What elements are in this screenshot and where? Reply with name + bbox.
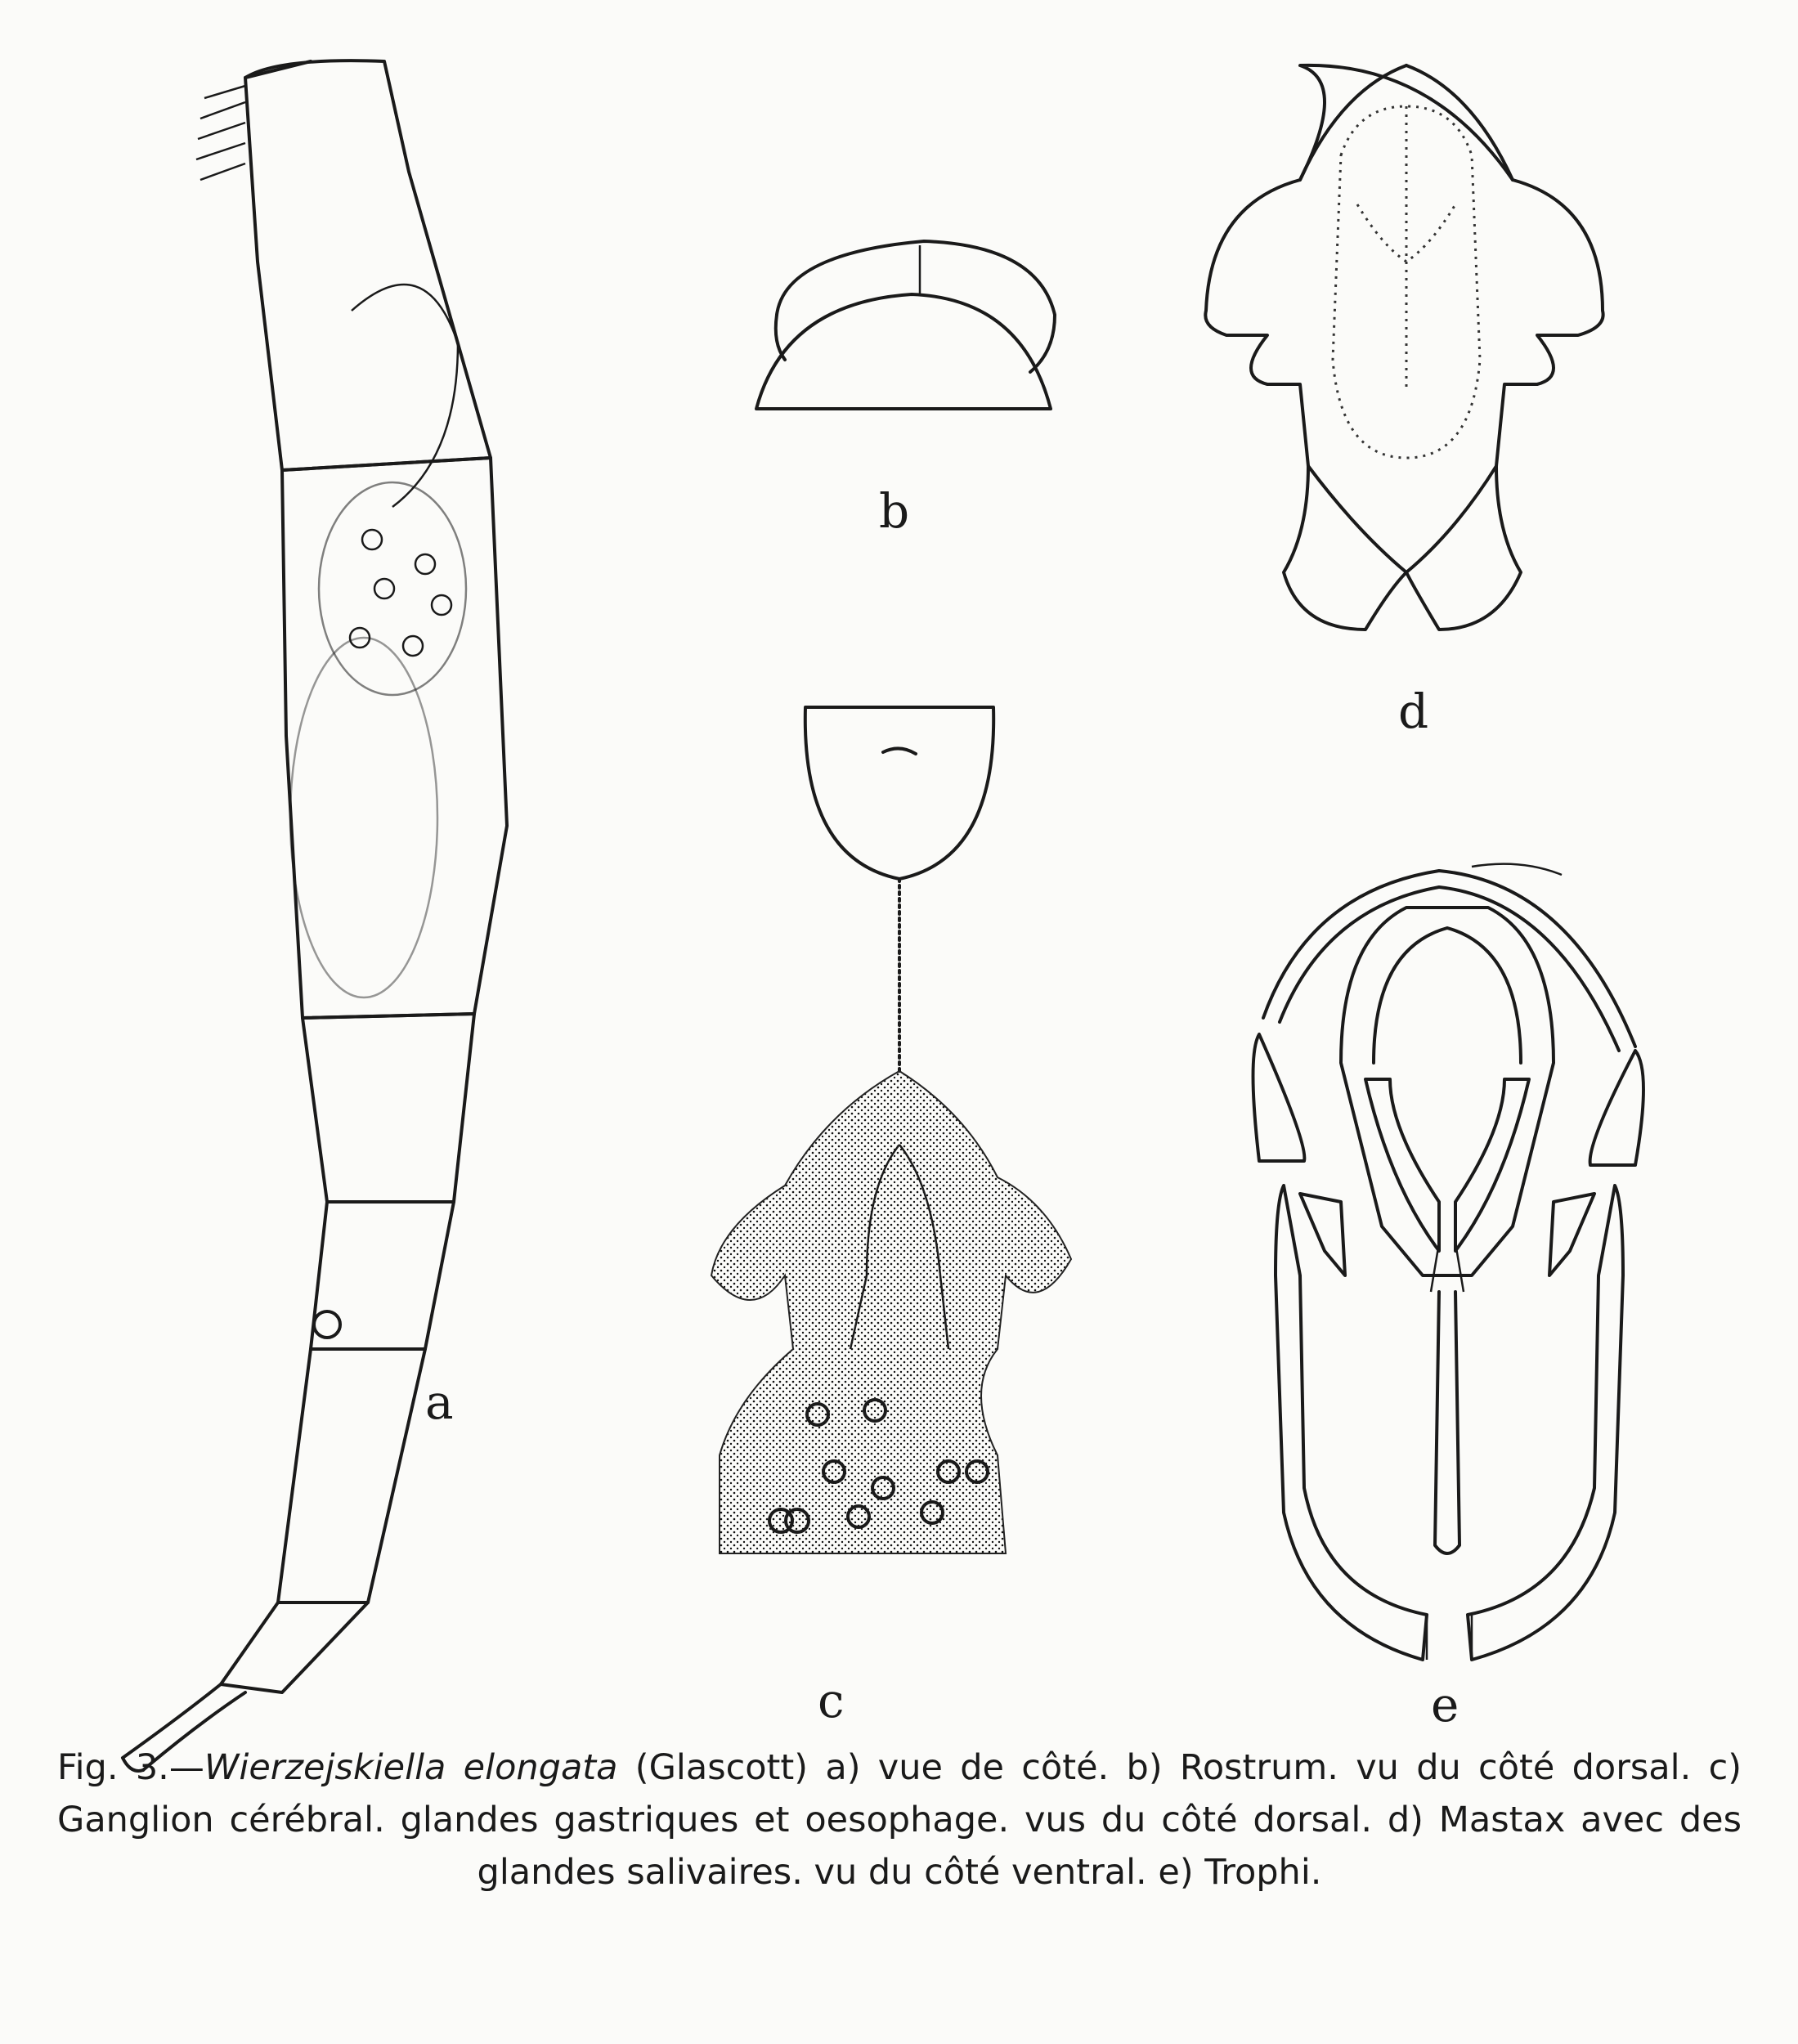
caption-prefix: Fig. 3.— <box>57 1747 204 1788</box>
panel-d-drawing <box>1205 65 1603 630</box>
panel-c-drawing <box>711 707 1071 1553</box>
caption-text: (Glascott) a) vue de côté. b) Rostrum. vu du côté dorsal. c) Ganglion cérébral. glandes gastriques et oesophage. vus du côté dorsal. d) Mastax avec des glandes salivaires. vu du côté ventral. e) Trophi. <box>57 1747 1742 1893</box>
panel-d-label: d <box>1398 684 1429 739</box>
panel-a-label: a <box>425 1374 454 1430</box>
panel-a-drawing <box>123 61 507 1771</box>
panel-e-drawing <box>1253 864 1644 1660</box>
panel-e-label: e <box>1431 1677 1459 1732</box>
caption-species: Wierzejskiella elongata <box>204 1747 618 1788</box>
panel-c-label: c <box>818 1673 845 1728</box>
panel-b-label: b <box>879 483 910 539</box>
panel-b-drawing <box>756 241 1055 409</box>
figure-caption <box>57 1741 1742 1898</box>
